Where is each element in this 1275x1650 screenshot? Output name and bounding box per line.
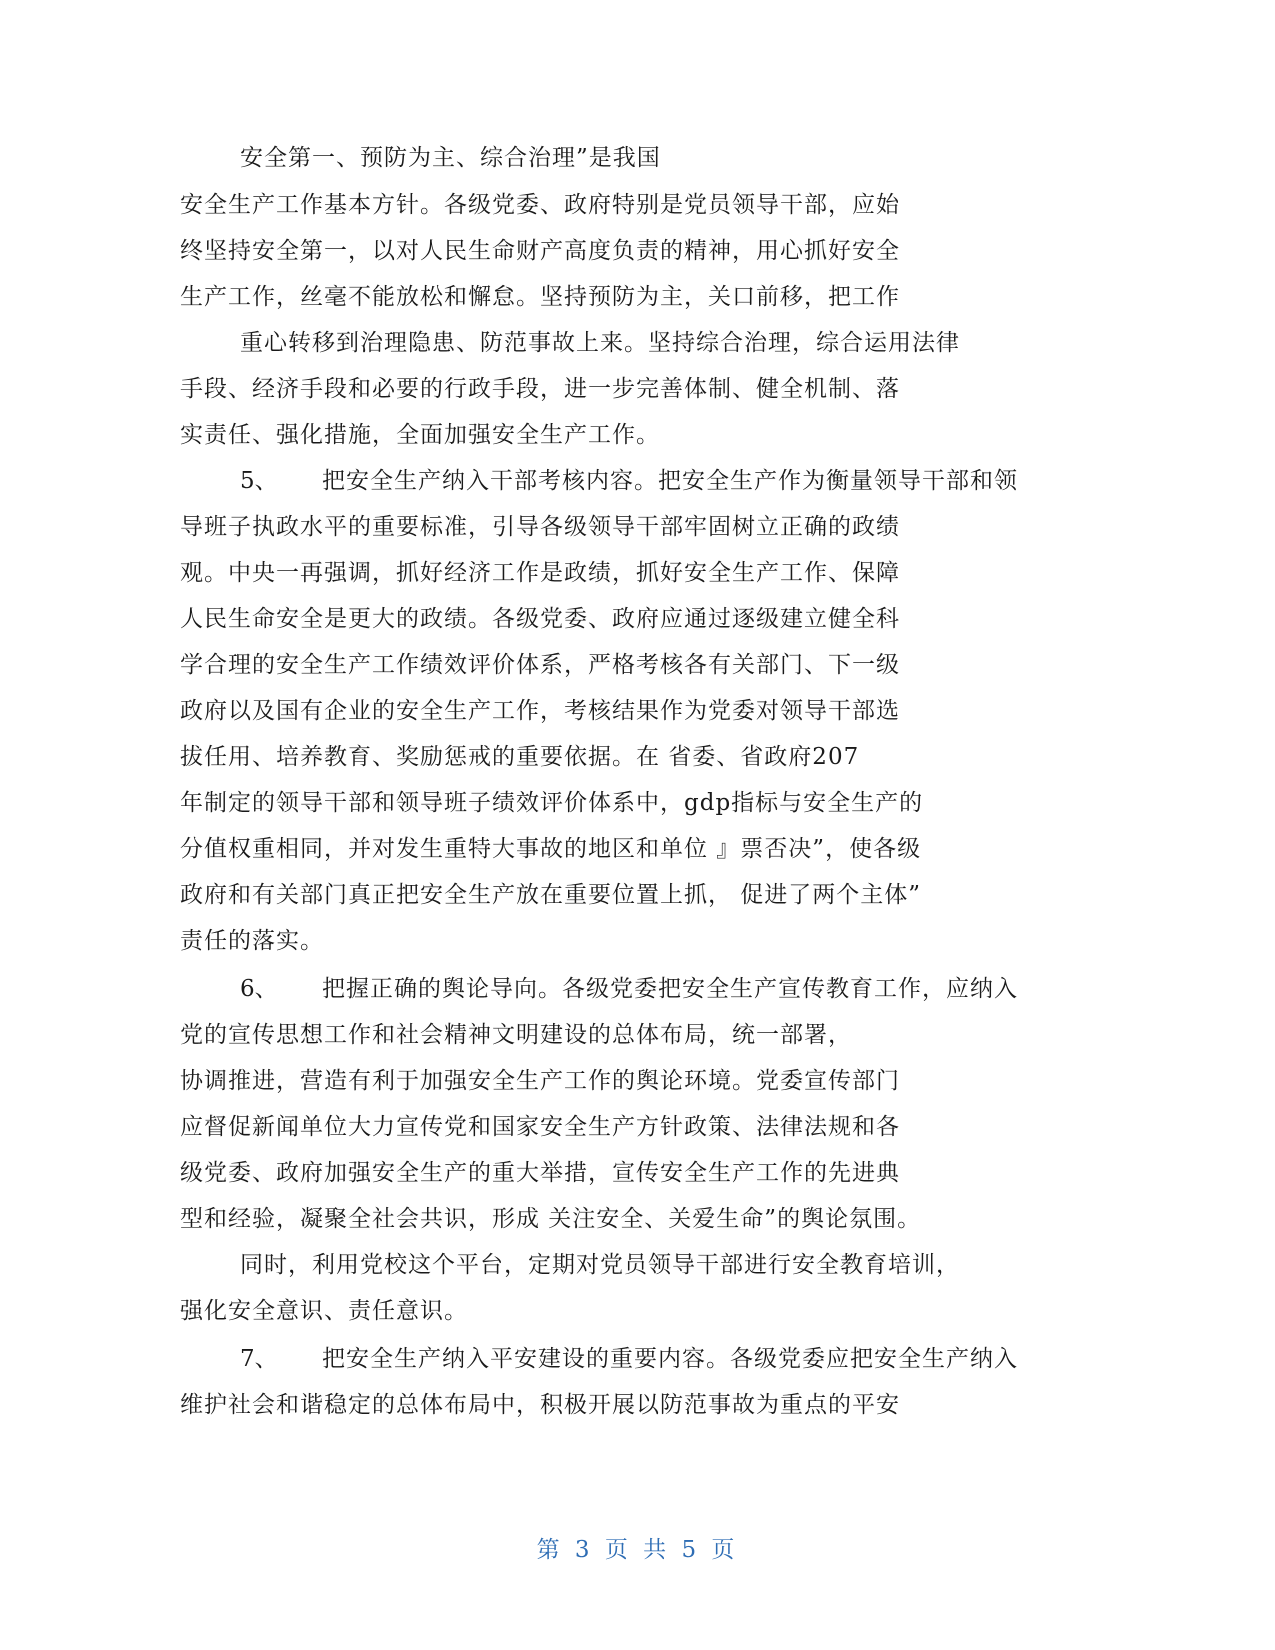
text-line: 维护社会和谐稳定的总体布局中，积极开展以防范事故为重点的平安 <box>180 1392 900 1418</box>
text-line: 把握正确的舆论导向。各级党委把安全生产宣传教育工作，应纳入 <box>322 976 1018 1002</box>
text-line: 党的宣传思想工作和社会精神文明建设的总体布局，统一部署， <box>180 1022 852 1048</box>
text-line: 应督促新闻单位大力宣传党和国家安全生产方针政策、法律法规和各 <box>180 1114 900 1140</box>
list-number: 6、 <box>240 976 278 1002</box>
text-line: 把安全生产纳入干部考核内容。把安全生产作为衡量领导干部和领 <box>322 468 1018 494</box>
text-line: 安全生产工作基本方针。各级党委、政府特别是党员领导干部，应始 <box>180 192 900 218</box>
text-line: 安全第一、预防为主、综合治理”是我国 <box>240 145 661 171</box>
text-line: 人民生命安全是更大的政绩。各级党委、政府应通过逐级建立健全科 <box>180 606 900 632</box>
text-line: 协调推进，营造有利于加强安全生产工作的舆论环境。党委宣传部门 <box>180 1068 900 1094</box>
text-line: 责任的落实。 <box>180 928 324 954</box>
text-line: 型和经验，凝聚全社会共识，形成 关注安全、关爱生命”的舆论氛围。 <box>180 1206 922 1232</box>
text-line: 导班子执政水平的重要标准，引导各级领导干部牢固树立正确的政绩 <box>180 514 900 540</box>
page-number-footer: 第 3 页 共 5 页 <box>536 1537 739 1563</box>
text-line: 分值权重相同，并对发生重特大事故的地区和单位 』票否决”，使各级 <box>180 836 922 862</box>
text-line: 重心转移到治理隐患、防范事故上来。坚持综合治理，综合运用法律 <box>240 330 960 356</box>
text-line: 生产工作，丝毫不能放松和懈怠。坚持预防为主，关口前移，把工作 <box>180 284 900 310</box>
text-line: 终坚持安全第一，以对人民生命财产高度负责的精神，用心抓好安全 <box>180 238 900 264</box>
text-line: 级党委、政府加强安全生产的重大举措，宣传安全生产工作的先进典 <box>180 1160 900 1186</box>
text-line: 手段、经济手段和必要的行政手段，进一步完善体制、健全机制、落 <box>180 376 900 402</box>
text-line: 观。中央一再强调，抓好经济工作是政绩，抓好安全生产工作、保障 <box>180 560 900 586</box>
text-line: 年制定的领导干部和领导班子绩效评价体系中，gdp指标与安全生产的 <box>180 790 924 816</box>
list-number: 5、 <box>240 468 278 494</box>
text-line: 政府和有关部门真正把安全生产放在重要位置上抓， 促进了两个主体” <box>180 882 922 908</box>
text-line: 实责任、强化措施，全面加强安全生产工作。 <box>180 422 660 448</box>
text-line: 拔任用、培养教育、奖励惩戒的重要依据。在 省委、省政府207 <box>180 744 860 770</box>
list-number: 7、 <box>240 1346 278 1372</box>
text-line: 强化安全意识、责任意识。 <box>180 1298 468 1324</box>
text-line: 政府以及国有企业的安全生产工作，考核结果作为党委对领导干部选 <box>180 698 900 724</box>
text-line: 把安全生产纳入平安建设的重要内容。各级党委应把安全生产纳入 <box>322 1346 1018 1372</box>
text-line: 同时，利用党校这个平台，定期对党员领导干部进行安全教育培训， <box>240 1252 960 1278</box>
text-line: 学合理的安全生产工作绩效评价体系，严格考核各有关部门、下一级 <box>180 652 900 678</box>
